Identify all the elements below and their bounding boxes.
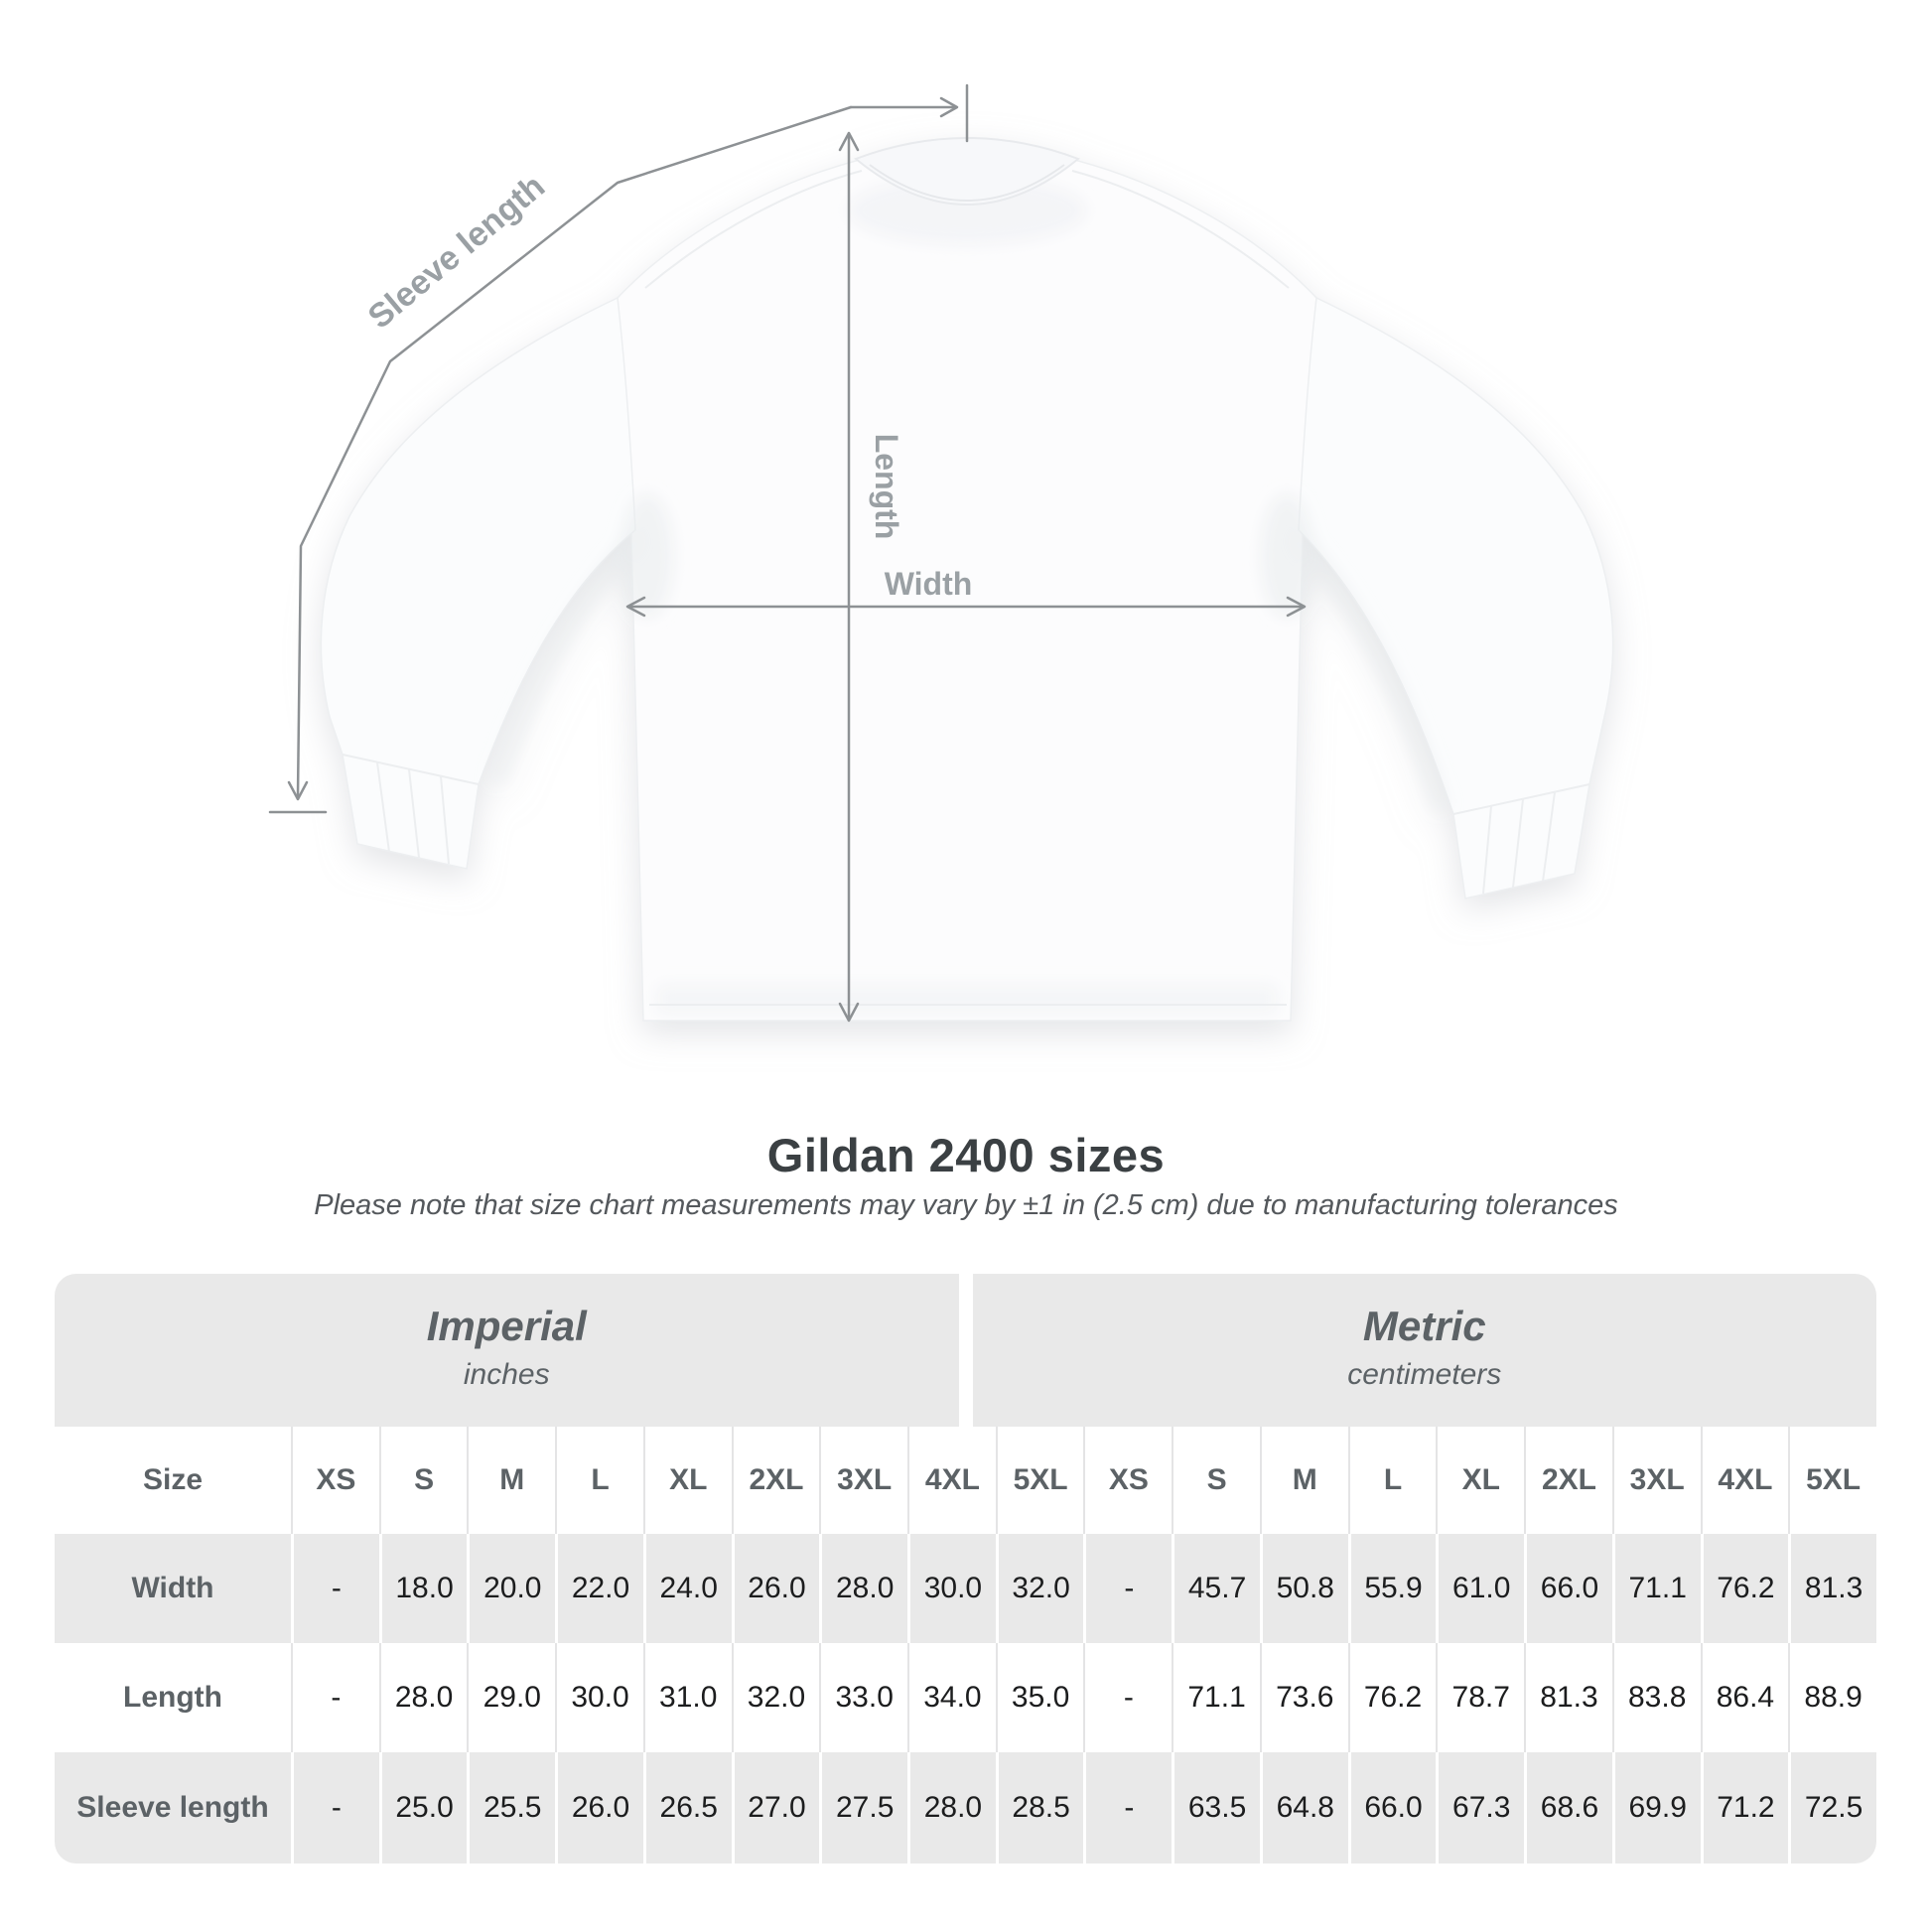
cell-width-imperial-3xl: 28.0 (819, 1534, 907, 1643)
size-header-metric-m: M (1260, 1427, 1348, 1534)
metric-unit: centimeters (1347, 1358, 1502, 1391)
cell-length-imperial-3xl: 33.0 (819, 1643, 907, 1752)
size-column-header: Size (55, 1427, 291, 1534)
cell-length-metric-s: 71.1 (1172, 1643, 1260, 1752)
cell-length-imperial-m: 29.0 (467, 1643, 555, 1752)
row-label-sleeve-length: Sleeve length (55, 1752, 291, 1863)
size-grid (55, 1427, 1876, 1863)
cell-sleeve-length-imperial-xl: 26.5 (643, 1752, 732, 1863)
size-header-imperial-4xl: 4XL (907, 1427, 996, 1534)
cell-width-imperial-5xl: 32.0 (996, 1534, 1084, 1643)
page-title: Gildan 2400 sizes (766, 1129, 1166, 1181)
cell-width-metric-3xl: 71.1 (1612, 1534, 1701, 1643)
cell-sleeve-length-imperial-xs: - (291, 1752, 379, 1863)
cell-length-metric-2xl: 81.3 (1524, 1643, 1612, 1752)
cell-sleeve-length-imperial-l: 26.0 (555, 1752, 643, 1863)
size-header-metric-5xl: 5XL (1788, 1427, 1876, 1534)
cell-sleeve-length-metric-m: 64.8 (1260, 1752, 1348, 1863)
page-subtitle: Please note that size chart measurements may vary by ±1 in (2.5 cm) due to manufacturing tolerances (314, 1189, 1618, 1221)
imperial-unit: inches (463, 1358, 550, 1391)
cell-length-metric-l: 76.2 (1348, 1643, 1437, 1752)
cell-sleeve-length-imperial-4xl: 28.0 (907, 1752, 996, 1863)
size-header-metric-xl: XL (1436, 1427, 1524, 1534)
size-header-metric-l: L (1348, 1427, 1437, 1534)
cell-width-metric-xl: 61.0 (1436, 1534, 1524, 1643)
size-header-imperial-l: L (555, 1427, 643, 1534)
length-label: Length (869, 433, 904, 540)
cell-width-imperial-l: 22.0 (555, 1534, 643, 1643)
cell-sleeve-length-imperial-s: 25.0 (379, 1752, 468, 1863)
row-label-length: Length (55, 1643, 291, 1752)
cell-width-imperial-xl: 24.0 (643, 1534, 732, 1643)
cell-length-metric-3xl: 83.8 (1612, 1643, 1701, 1752)
size-header-metric-2xl: 2XL (1524, 1427, 1612, 1534)
cell-length-imperial-5xl: 35.0 (996, 1643, 1084, 1752)
cell-width-metric-4xl: 76.2 (1701, 1534, 1789, 1643)
cell-sleeve-length-imperial-3xl: 27.5 (819, 1752, 907, 1863)
cell-width-metric-l: 55.9 (1348, 1534, 1437, 1643)
size-header-metric-4xl: 4XL (1701, 1427, 1789, 1534)
cell-width-metric-s: 45.7 (1172, 1534, 1260, 1643)
cell-sleeve-length-imperial-m: 25.5 (467, 1752, 555, 1863)
cell-sleeve-length-metric-3xl: 69.9 (1612, 1752, 1701, 1863)
size-table (55, 1274, 1876, 1863)
cell-width-imperial-4xl: 30.0 (907, 1534, 996, 1643)
cell-sleeve-length-metric-xs: - (1083, 1752, 1172, 1863)
cell-sleeve-length-metric-5xl: 72.5 (1788, 1752, 1876, 1863)
cell-width-metric-m: 50.8 (1260, 1534, 1348, 1643)
size-header-imperial-5xl: 5XL (996, 1427, 1084, 1534)
cell-sleeve-length-imperial-2xl: 27.0 (732, 1752, 820, 1863)
cell-length-metric-xs: - (1083, 1643, 1172, 1752)
cell-width-imperial-s: 18.0 (379, 1534, 468, 1643)
size-header-imperial-xs: XS (291, 1427, 379, 1534)
cell-width-imperial-2xl: 26.0 (732, 1534, 820, 1643)
cell-width-metric-2xl: 66.0 (1524, 1534, 1612, 1643)
size-header-metric-s: S (1172, 1427, 1260, 1534)
cell-sleeve-length-metric-2xl: 68.6 (1524, 1752, 1612, 1863)
cell-sleeve-length-metric-4xl: 71.2 (1701, 1752, 1789, 1863)
cell-length-metric-xl: 78.7 (1436, 1643, 1524, 1752)
cell-length-imperial-l: 30.0 (555, 1643, 643, 1752)
size-header-imperial-3xl: 3XL (819, 1427, 907, 1534)
cell-length-imperial-4xl: 34.0 (907, 1643, 996, 1752)
cell-sleeve-length-metric-l: 66.0 (1348, 1752, 1437, 1863)
unit-header-row (55, 1274, 1876, 1427)
cell-width-imperial-m: 20.0 (467, 1534, 555, 1643)
cell-sleeve-length-metric-xl: 67.3 (1436, 1752, 1524, 1863)
cell-length-metric-5xl: 88.9 (1788, 1643, 1876, 1752)
size-header-imperial-xl: XL (643, 1427, 732, 1534)
cell-sleeve-length-metric-s: 63.5 (1172, 1752, 1260, 1863)
size-header-metric-3xl: 3XL (1612, 1427, 1701, 1534)
cell-length-imperial-2xl: 32.0 (732, 1643, 820, 1752)
cell-length-imperial-xl: 31.0 (643, 1643, 732, 1752)
row-label-width: Width (55, 1534, 291, 1643)
cell-sleeve-length-imperial-5xl: 28.5 (996, 1752, 1084, 1863)
metric-title: Metric (1362, 1303, 1486, 1349)
cell-length-imperial-xs: - (291, 1643, 379, 1752)
unit-header-metric (973, 1274, 1877, 1427)
size-header-metric-xs: XS (1083, 1427, 1172, 1534)
cell-length-metric-m: 73.6 (1260, 1643, 1348, 1752)
shirt-left-sleeve (321, 298, 635, 869)
size-header-imperial-m: M (467, 1427, 555, 1534)
cell-width-metric-xs: - (1083, 1534, 1172, 1643)
cell-length-metric-4xl: 86.4 (1701, 1643, 1789, 1752)
cell-width-imperial-xs: - (291, 1534, 379, 1643)
sleeve-length-label: Sleeve length (360, 167, 553, 337)
size-header-imperial-2xl: 2XL (732, 1427, 820, 1534)
size-header-imperial-s: S (379, 1427, 468, 1534)
unit-header-imperial (55, 1274, 959, 1427)
cell-length-imperial-s: 28.0 (379, 1643, 468, 1752)
cell-width-metric-5xl: 81.3 (1788, 1534, 1876, 1643)
imperial-title: Imperial (426, 1303, 587, 1349)
width-label: Width (884, 566, 973, 602)
